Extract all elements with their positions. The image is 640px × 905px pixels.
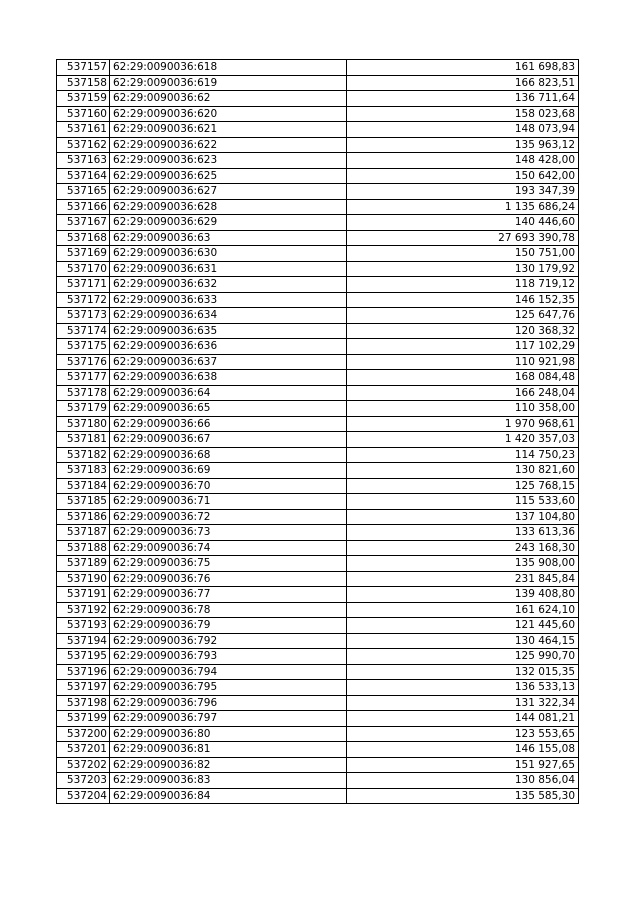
row-number-cell: 537190 — [57, 571, 110, 587]
table-row — [57, 199, 579, 215]
cadastral-number-cell: 62:29:0090036:633 — [110, 292, 347, 308]
cadastral-number-cell: 62:29:0090036:634 — [110, 308, 347, 324]
cadastral-number-cell: 62:29:0090036:631 — [110, 261, 347, 277]
table-row — [57, 587, 579, 603]
cadastral-number-cell: 62:29:0090036:625 — [110, 168, 347, 184]
table-row — [57, 354, 579, 370]
cadastral-number-cell: 62:29:0090036:64 — [110, 385, 347, 401]
row-number-cell: 537204 — [57, 788, 110, 804]
table-row — [57, 571, 579, 587]
cadastral-number-cell: 62:29:0090036:74 — [110, 540, 347, 556]
table-row — [57, 184, 579, 200]
table-row — [57, 711, 579, 727]
table-row — [57, 494, 579, 510]
value-cell: 144 081,21 — [347, 711, 579, 727]
table-row — [57, 416, 579, 432]
value-cell: 135 585,30 — [347, 788, 579, 804]
row-number-cell: 537170 — [57, 261, 110, 277]
row-number-cell: 537164 — [57, 168, 110, 184]
value-cell: 148 428,00 — [347, 153, 579, 169]
value-cell: 140 446,60 — [347, 215, 579, 231]
row-number-cell: 537165 — [57, 184, 110, 200]
cadastral-number-cell: 62:29:0090036:796 — [110, 695, 347, 711]
cadastral-number-cell: 62:29:0090036:797 — [110, 711, 347, 727]
cadastral-number-cell: 62:29:0090036:792 — [110, 633, 347, 649]
row-number-cell: 537157 — [57, 60, 110, 76]
value-cell: 151 927,65 — [347, 757, 579, 773]
value-cell: 118 719,12 — [347, 277, 579, 293]
cadastral-number-cell: 62:29:0090036:84 — [110, 788, 347, 804]
cadastral-number-cell: 62:29:0090036:77 — [110, 587, 347, 603]
cadastral-number-cell: 62:29:0090036:793 — [110, 649, 347, 665]
row-number-cell: 537202 — [57, 757, 110, 773]
row-number-cell: 537186 — [57, 509, 110, 525]
table-row — [57, 726, 579, 742]
table-row — [57, 540, 579, 556]
row-number-cell: 537195 — [57, 649, 110, 665]
table-row — [57, 525, 579, 541]
cadastral-number-cell: 62:29:0090036:67 — [110, 432, 347, 448]
table-row — [57, 649, 579, 665]
value-cell: 136 711,64 — [347, 91, 579, 107]
table-row — [57, 339, 579, 355]
row-number-cell: 537188 — [57, 540, 110, 556]
row-number-cell: 537185 — [57, 494, 110, 510]
table-row — [57, 370, 579, 386]
table-row — [57, 401, 579, 417]
value-cell: 130 179,92 — [347, 261, 579, 277]
row-number-cell: 537194 — [57, 633, 110, 649]
value-cell: 117 102,29 — [347, 339, 579, 355]
row-number-cell: 537176 — [57, 354, 110, 370]
table-row — [57, 75, 579, 91]
table-row — [57, 153, 579, 169]
table-row — [57, 695, 579, 711]
row-number-cell: 537189 — [57, 556, 110, 572]
table-row — [57, 773, 579, 789]
table-row — [57, 122, 579, 138]
cadastral-number-cell: 62:29:0090036:76 — [110, 571, 347, 587]
table-row — [57, 308, 579, 324]
row-number-cell: 537192 — [57, 602, 110, 618]
cadastral-number-cell: 62:29:0090036:629 — [110, 215, 347, 231]
table-row — [57, 509, 579, 525]
row-number-cell: 537173 — [57, 308, 110, 324]
cadastral-number-cell: 62:29:0090036:620 — [110, 106, 347, 122]
cadastral-value-table — [56, 59, 579, 804]
cadastral-number-cell: 62:29:0090036:628 — [110, 199, 347, 215]
table-body — [57, 60, 579, 804]
table-row — [57, 261, 579, 277]
cadastral-number-cell: 62:29:0090036:621 — [110, 122, 347, 138]
table-row — [57, 246, 579, 262]
cadastral-number-cell: 62:29:0090036:66 — [110, 416, 347, 432]
value-cell: 130 821,60 — [347, 463, 579, 479]
value-cell: 168 084,48 — [347, 370, 579, 386]
row-number-cell: 537196 — [57, 664, 110, 680]
value-cell: 166 823,51 — [347, 75, 579, 91]
value-cell: 146 152,35 — [347, 292, 579, 308]
cadastral-number-cell: 62:29:0090036:618 — [110, 60, 347, 76]
row-number-cell: 537203 — [57, 773, 110, 789]
value-cell: 161 624,10 — [347, 602, 579, 618]
cadastral-number-cell: 62:29:0090036:627 — [110, 184, 347, 200]
value-cell: 193 347,39 — [347, 184, 579, 200]
row-number-cell: 537191 — [57, 587, 110, 603]
row-number-cell: 537159 — [57, 91, 110, 107]
table-row — [57, 277, 579, 293]
value-cell: 161 698,83 — [347, 60, 579, 76]
table-row — [57, 432, 579, 448]
table-row — [57, 602, 579, 618]
row-number-cell: 537184 — [57, 478, 110, 494]
value-cell: 125 647,76 — [347, 308, 579, 324]
row-number-cell: 537180 — [57, 416, 110, 432]
row-number-cell: 537200 — [57, 726, 110, 742]
table-row — [57, 478, 579, 494]
value-cell: 121 445,60 — [347, 618, 579, 634]
value-cell: 146 155,08 — [347, 742, 579, 758]
table-row — [57, 556, 579, 572]
row-number-cell: 537163 — [57, 153, 110, 169]
cadastral-number-cell: 62:29:0090036:79 — [110, 618, 347, 634]
value-cell: 115 533,60 — [347, 494, 579, 510]
table-row — [57, 742, 579, 758]
cadastral-number-cell: 62:29:0090036:636 — [110, 339, 347, 355]
value-cell: 132 015,35 — [347, 664, 579, 680]
table-row — [57, 664, 579, 680]
cadastral-number-cell: 62:29:0090036:630 — [110, 246, 347, 262]
value-cell: 231 845,84 — [347, 571, 579, 587]
value-cell: 125 990,70 — [347, 649, 579, 665]
value-cell: 110 921,98 — [347, 354, 579, 370]
cadastral-number-cell: 62:29:0090036:73 — [110, 525, 347, 541]
table-row — [57, 757, 579, 773]
cadastral-number-cell: 62:29:0090036:68 — [110, 447, 347, 463]
row-number-cell: 537169 — [57, 246, 110, 262]
table-row — [57, 230, 579, 246]
value-cell: 135 908,00 — [347, 556, 579, 572]
row-number-cell: 537162 — [57, 137, 110, 153]
cadastral-number-cell: 62:29:0090036:62 — [110, 91, 347, 107]
cadastral-number-cell: 62:29:0090036:71 — [110, 494, 347, 510]
cadastral-number-cell: 62:29:0090036:80 — [110, 726, 347, 742]
table-row — [57, 633, 579, 649]
row-number-cell: 537166 — [57, 199, 110, 215]
cadastral-number-cell: 62:29:0090036:63 — [110, 230, 347, 246]
table-row — [57, 106, 579, 122]
row-number-cell: 537182 — [57, 447, 110, 463]
row-number-cell: 537178 — [57, 385, 110, 401]
cadastral-number-cell: 62:29:0090036:794 — [110, 664, 347, 680]
cadastral-number-cell: 62:29:0090036:635 — [110, 323, 347, 339]
value-cell: 114 750,23 — [347, 447, 579, 463]
value-cell: 139 408,80 — [347, 587, 579, 603]
cadastral-number-cell: 62:29:0090036:65 — [110, 401, 347, 417]
table-row — [57, 788, 579, 804]
value-cell: 137 104,80 — [347, 509, 579, 525]
value-cell: 1 970 968,61 — [347, 416, 579, 432]
table-row — [57, 137, 579, 153]
value-cell: 135 963,12 — [347, 137, 579, 153]
table-row — [57, 323, 579, 339]
cadastral-number-cell: 62:29:0090036:70 — [110, 478, 347, 494]
value-cell: 148 073,94 — [347, 122, 579, 138]
cadastral-number-cell: 62:29:0090036:81 — [110, 742, 347, 758]
table-row — [57, 60, 579, 76]
cadastral-number-cell: 62:29:0090036:78 — [110, 602, 347, 618]
table-row — [57, 168, 579, 184]
table-row — [57, 680, 579, 696]
value-cell: 243 168,30 — [347, 540, 579, 556]
row-number-cell: 537158 — [57, 75, 110, 91]
value-cell: 1 135 686,24 — [347, 199, 579, 215]
table-row — [57, 91, 579, 107]
value-cell: 27 693 390,78 — [347, 230, 579, 246]
table-row — [57, 215, 579, 231]
row-number-cell: 537181 — [57, 432, 110, 448]
table-row — [57, 618, 579, 634]
row-number-cell: 537161 — [57, 122, 110, 138]
value-cell: 131 322,34 — [347, 695, 579, 711]
value-cell: 120 368,32 — [347, 323, 579, 339]
cadastral-number-cell: 62:29:0090036:637 — [110, 354, 347, 370]
table-row — [57, 463, 579, 479]
cadastral-number-cell: 62:29:0090036:619 — [110, 75, 347, 91]
value-cell: 158 023,68 — [347, 106, 579, 122]
value-cell: 123 553,65 — [347, 726, 579, 742]
row-number-cell: 537174 — [57, 323, 110, 339]
row-number-cell: 537197 — [57, 680, 110, 696]
value-cell: 136 533,13 — [347, 680, 579, 696]
value-cell: 130 464,15 — [347, 633, 579, 649]
cadastral-number-cell: 62:29:0090036:638 — [110, 370, 347, 386]
row-number-cell: 537201 — [57, 742, 110, 758]
row-number-cell: 537172 — [57, 292, 110, 308]
cadastral-number-cell: 62:29:0090036:69 — [110, 463, 347, 479]
row-number-cell: 537183 — [57, 463, 110, 479]
cadastral-number-cell: 62:29:0090036:622 — [110, 137, 347, 153]
row-number-cell: 537193 — [57, 618, 110, 634]
value-cell: 110 358,00 — [347, 401, 579, 417]
value-cell: 125 768,15 — [347, 478, 579, 494]
row-number-cell: 537175 — [57, 339, 110, 355]
cadastral-number-cell: 62:29:0090036:72 — [110, 509, 347, 525]
row-number-cell: 537177 — [57, 370, 110, 386]
row-number-cell: 537160 — [57, 106, 110, 122]
cadastral-number-cell: 62:29:0090036:795 — [110, 680, 347, 696]
value-cell: 130 856,04 — [347, 773, 579, 789]
value-cell: 150 751,00 — [347, 246, 579, 262]
row-number-cell: 537167 — [57, 215, 110, 231]
value-cell: 1 420 357,03 — [347, 432, 579, 448]
cadastral-number-cell: 62:29:0090036:632 — [110, 277, 347, 293]
row-number-cell: 537198 — [57, 695, 110, 711]
cadastral-number-cell: 62:29:0090036:623 — [110, 153, 347, 169]
row-number-cell: 537187 — [57, 525, 110, 541]
value-cell: 166 248,04 — [347, 385, 579, 401]
row-number-cell: 537168 — [57, 230, 110, 246]
table-row — [57, 447, 579, 463]
cadastral-number-cell: 62:29:0090036:83 — [110, 773, 347, 789]
row-number-cell: 537171 — [57, 277, 110, 293]
row-number-cell: 537199 — [57, 711, 110, 727]
cadastral-number-cell: 62:29:0090036:82 — [110, 757, 347, 773]
value-cell: 133 613,36 — [347, 525, 579, 541]
row-number-cell: 537179 — [57, 401, 110, 417]
value-cell: 150 642,00 — [347, 168, 579, 184]
cadastral-number-cell: 62:29:0090036:75 — [110, 556, 347, 572]
table-row — [57, 292, 579, 308]
table-row — [57, 385, 579, 401]
